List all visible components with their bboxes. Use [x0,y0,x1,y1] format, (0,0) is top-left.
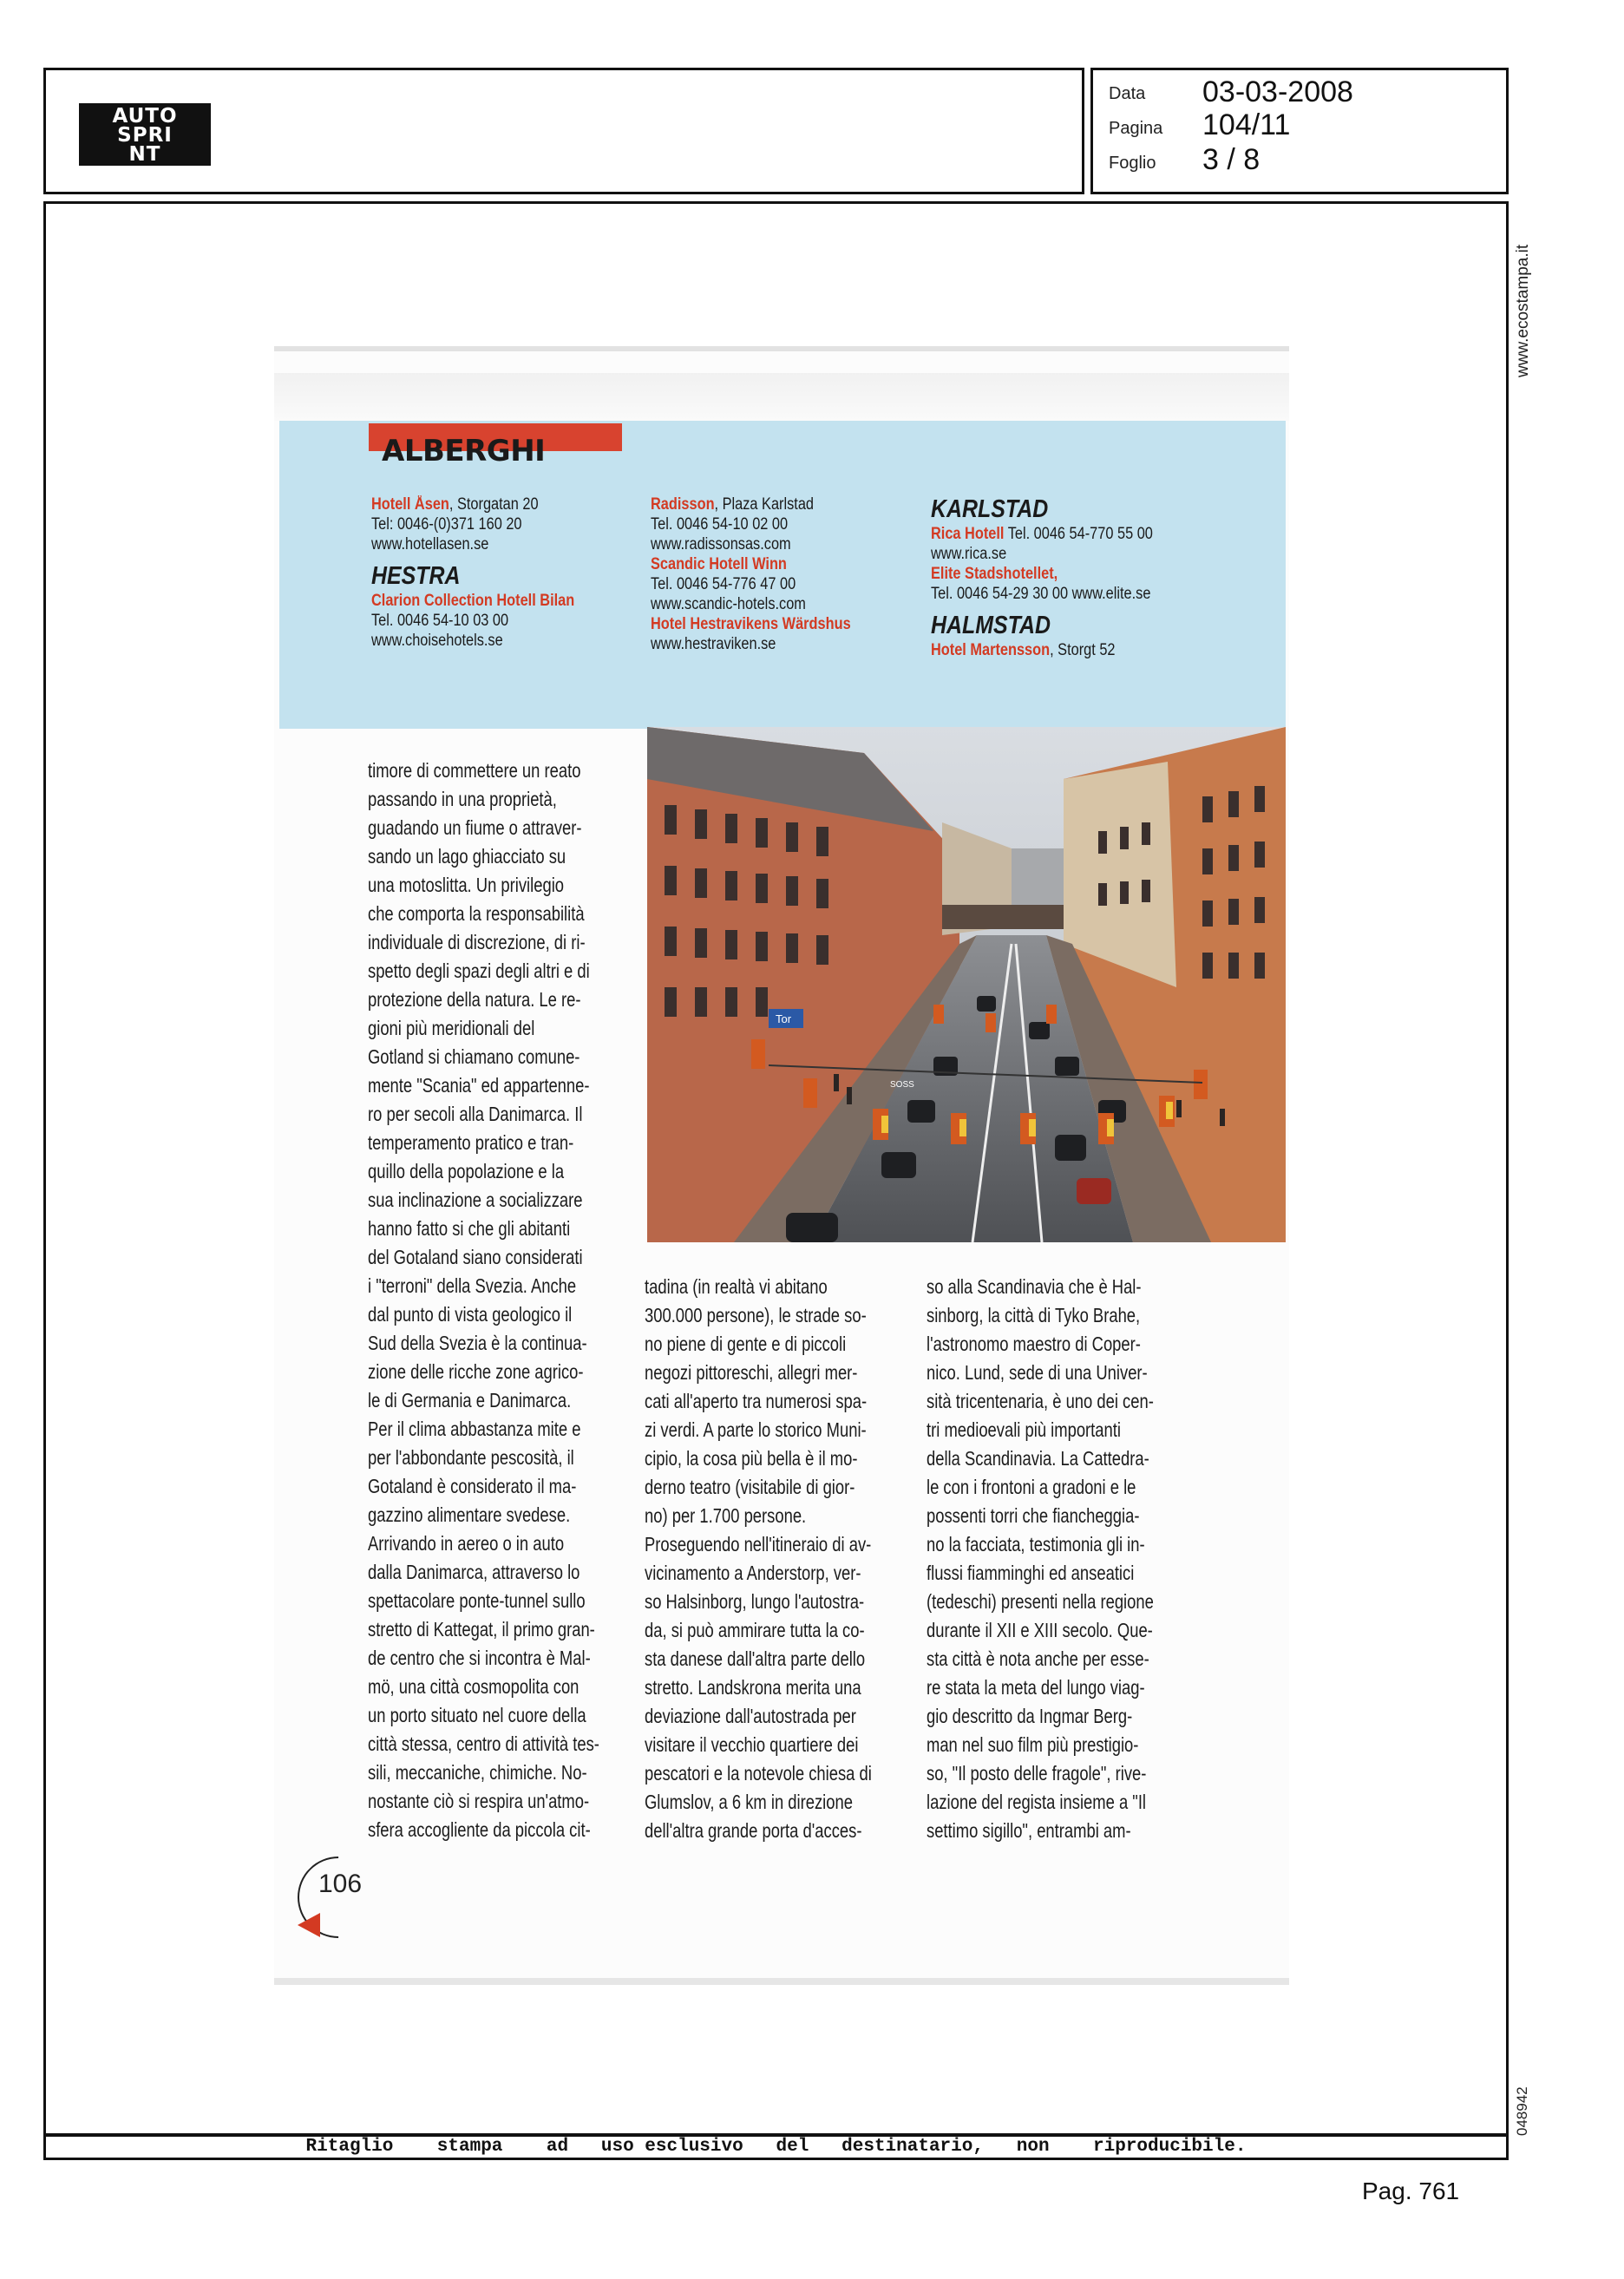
section-title: ALBERGHI [382,434,546,468]
article-line: le con i frontoni a gradoni e le [927,1476,1136,1498]
article-line: Sud della Svezia è la continua- [368,1332,587,1354]
page-arrow-icon [298,1913,320,1937]
article-line: stretto di Kattegat, il primo gran- [368,1618,595,1640]
article-line: Per il clima abbastanza mite e [368,1418,581,1440]
article-line: possenti torri che fiancheggia- [927,1504,1140,1527]
article-line: mente "Scania" ed appartenne- [368,1074,590,1097]
article-column-3 [927,1273,1187,1845]
footer-word: del [776,2137,809,2157]
article-line: guadando un fiume o attraver- [368,816,582,839]
article-line: Proseguendo nell'itineraio di av- [645,1533,872,1555]
article-line: hanno fatto si che gli abitanti [368,1217,571,1240]
hotel-web: www.hestraviken.se [651,635,776,653]
page-label: Pag. 761 [1362,2177,1460,2204]
foglio-label: Foglio [1109,154,1156,173]
article-line: pescatori e la notevole chiesa di [645,1762,872,1785]
data-value: 03-03-2008 [1202,75,1353,108]
article-line: derno teatro (visitabile di gior- [645,1476,855,1498]
hotel-name: Scandic Hotell Winn [651,555,787,573]
autosprint-logo [79,103,211,166]
article-line: nostante ciò si respira un'atmo- [368,1790,590,1812]
magazine-page-number: 106 [318,1870,363,1898]
article-line: lazione del regista insieme a "Il [927,1791,1147,1813]
article-line: so, "Il posto delle fragole", rive- [927,1762,1147,1785]
hotel-web: www.hotellasen.se [371,535,489,553]
photo-sign-tor: Tor [776,1012,792,1025]
hotel-name: Elite Stadshotellet, [931,565,1058,583]
footer-word: uso esclusivo [600,2137,743,2157]
article-line: man nel suo film più prestigio- [927,1733,1139,1756]
header-meta-box [1090,68,1509,194]
hotels-column-2 [651,494,928,654]
hotel-name: Rica Hotell [931,525,1005,543]
footer-word: riproducibile. [1093,2137,1247,2157]
article-line: sili, meccaniche, chimiche. No- [368,1761,587,1784]
article-line: cati all'aperto tra numerosi spa- [645,1390,868,1412]
article-line: so alla Scandinavia che è Hal- [927,1275,1142,1298]
article-line: da, si può ammirare tutta la co- [645,1619,865,1641]
article-line: tri medioevali più importanti [927,1418,1121,1441]
article-line: tadina (in realtà vi abitano [645,1275,828,1298]
article-line: de centro che si incontra è Mal- [368,1647,591,1669]
article-line: nico. Lund, sede di una Univer- [927,1361,1148,1384]
article-line: per l'abbondante pescosità, il [368,1446,574,1469]
side-url-text: www.ecostampa.it [1514,244,1532,377]
article-line: zione delle ricche zone agrico- [368,1360,584,1383]
article-line: sità tricentenaria, è uno dei cen- [927,1390,1154,1412]
article-line: città stessa, centro di attività tes- [368,1732,599,1755]
article-line: timore di commettere un reato [368,759,581,782]
article-line: sfera accogliente da piccola cit- [368,1818,591,1841]
city-heading: HESTRA [371,562,461,590]
hotel-address: , Storgt 52 [1050,641,1116,659]
article-column-2 [645,1273,905,1845]
header-logo-box [43,68,1084,194]
footer-word: ad [546,2137,569,2157]
street-photo-drawing [647,727,1286,1242]
hotel-tel: Tel. 0046 54-770 55 00 [1004,525,1153,543]
article-line: negozi pittoreschi, allegri mer- [645,1361,858,1384]
data-label: Data [1109,84,1146,103]
article-line: visitare il vecchio quartiere dei [645,1733,859,1756]
article-line: zi verdi. A parte lo storico Muni- [645,1418,867,1441]
article-line: 300.000 persone), le strade so- [645,1304,867,1326]
hotel-web: www.rica.se [931,545,1007,563]
article-line: temperamento pratico e tran- [368,1131,574,1154]
pagina-value: 104/11 [1202,108,1291,141]
article-line: dell'altra grande porta d'acces- [645,1819,862,1842]
hotels-column-1 [371,494,632,651]
article-line: Gotaland è considerato il ma- [368,1475,577,1497]
article-line: cipio, la cosa più bella è il mo- [645,1447,858,1470]
article-line: flussi fiamminghi ed anseatici [927,1562,1135,1584]
side-code-text: 048942 [1514,2086,1530,2136]
hotel-tel: Tel: 0046-(0)371 160 20 [371,515,522,534]
footer-word: destinatario, [841,2137,984,2157]
city-heading: KARLSTAD [931,495,1049,523]
hotel-tel: Tel. 0046 54-29 30 00 www.elite.se [931,585,1151,603]
article-line: ro per secoli alla Danimarca. Il [368,1103,583,1125]
logo-line-3: NT [128,143,161,166]
article-line: no la facciata, testimonia gli in- [927,1533,1145,1555]
logo-line-2: SPRI [117,124,173,147]
article-line: mö, una città cosmopolita con [368,1675,580,1698]
article-line: individuale di discrezione, di ri- [368,931,586,953]
hotel-tel: Tel. 0046 54-10 02 00 [651,515,789,534]
hotel-tel: Tel. 0046 54-776 47 00 [651,575,796,593]
footer-word: non [1016,2137,1050,2157]
logo-line-1: AUTO [112,105,178,128]
article-line: gazzino alimentare svedese. [368,1503,571,1526]
hotel-name: Hotel Martensson [931,641,1051,659]
article-line: settimo sigillo", entrambi am- [927,1819,1131,1842]
article-line: (tedeschi) presenti nella regione [927,1590,1154,1613]
article-line: quillo della popolazione e la [368,1160,565,1182]
article-line: dalla Danimarca, attraverso lo [368,1561,580,1583]
article-line: no piene di gente e di piccoli [645,1333,847,1355]
article-line: Glumslov, a 6 km in direzione [645,1791,853,1813]
article-line: che comporta la responsabilità [368,902,585,925]
article-line: re stata la meta del lungo viag- [927,1676,1145,1699]
article-line: una motoslitta. Un privilegio [368,874,565,896]
pagina-label: Pagina [1109,119,1163,138]
article-line: i "terroni" della Svezia. Anche [368,1274,577,1297]
article-line: gioni più meridionali del [368,1017,535,1039]
article-line: deviazione dall'autostrada per [645,1705,856,1727]
article-line: dal punto di vista geologico il [368,1303,573,1326]
article-line: no) per 1.700 persone. [645,1504,807,1527]
article-line: le di Germania e Danimarca. [368,1389,572,1411]
hotel-tel: Tel. 0046 54-10 03 00 [371,612,509,630]
hotel-web: www.choisehotels.se [371,632,503,650]
hotel-name: Hotel Hestravikens Wärdshus [651,615,851,633]
footer-word: stampa [436,2137,503,2157]
article-line: l'astronomo maestro di Coper- [927,1333,1141,1355]
article-line: vicinamento a Anderstorp, ver- [645,1562,861,1584]
article-line: sta città è nota anche per esse- [927,1647,1149,1670]
article-line: spettacolare ponte-tunnel sullo [368,1589,586,1612]
article-line: durante il XII e XIII secolo. Que- [927,1619,1153,1641]
hotels-column-3 [931,494,1278,660]
article-line: protezione della natura. Le re- [368,988,581,1011]
article-line: sinborg, la città di Tyko Brahe, [927,1304,1141,1326]
article-line: so Halsinborg, lungo l'autostra- [645,1590,865,1613]
photo-sign-soss: SOSS [890,1080,914,1090]
page-top-shade [274,373,1289,421]
street-photo [647,727,1286,1242]
side-url [1507,213,1542,386]
foglio-value: 3 / 8 [1202,143,1261,176]
hotel-name: Hotell Åsen [371,495,449,514]
article-line: passando in una proprietà, [368,788,557,810]
hotel-name: Clarion Collection Hotell Bilan [371,592,575,610]
article-line: un porto situato nel cuore della [368,1704,586,1726]
article-line: sta danese dall'altra parte dello [645,1647,866,1670]
article-line: gio descritto da Ingmar Berg- [927,1705,1133,1727]
article-line: Gotland si chiamano comune- [368,1045,580,1068]
hotel-address: , Plaza Karlstad [714,495,815,514]
article-line: stretto. Landskrona merita una [645,1676,861,1699]
article-column-1 [368,756,628,1844]
footer-notice [43,2134,1509,2160]
article-line: Arrivando in aereo o in auto [368,1532,565,1555]
hotel-web: www.scandic-hotels.com [651,595,806,613]
article-line: spetto degli spazi degli altri e di [368,959,590,982]
article-line: del Gotaland siano considerati [368,1246,583,1268]
hotel-web: www.radissonsas.com [651,535,791,553]
footer-word: Ritaglio [305,2137,394,2157]
hotel-name: Radisson [651,495,715,514]
article-line: sando un lago ghiacciato su [368,845,566,868]
hotel-address: , Storgatan 20 [449,495,539,514]
article-line: della Scandinavia. La Cattedra- [927,1447,1149,1470]
article-line: sua inclinazione a socializzare [368,1189,583,1211]
city-heading: HALMSTAD [931,612,1051,639]
